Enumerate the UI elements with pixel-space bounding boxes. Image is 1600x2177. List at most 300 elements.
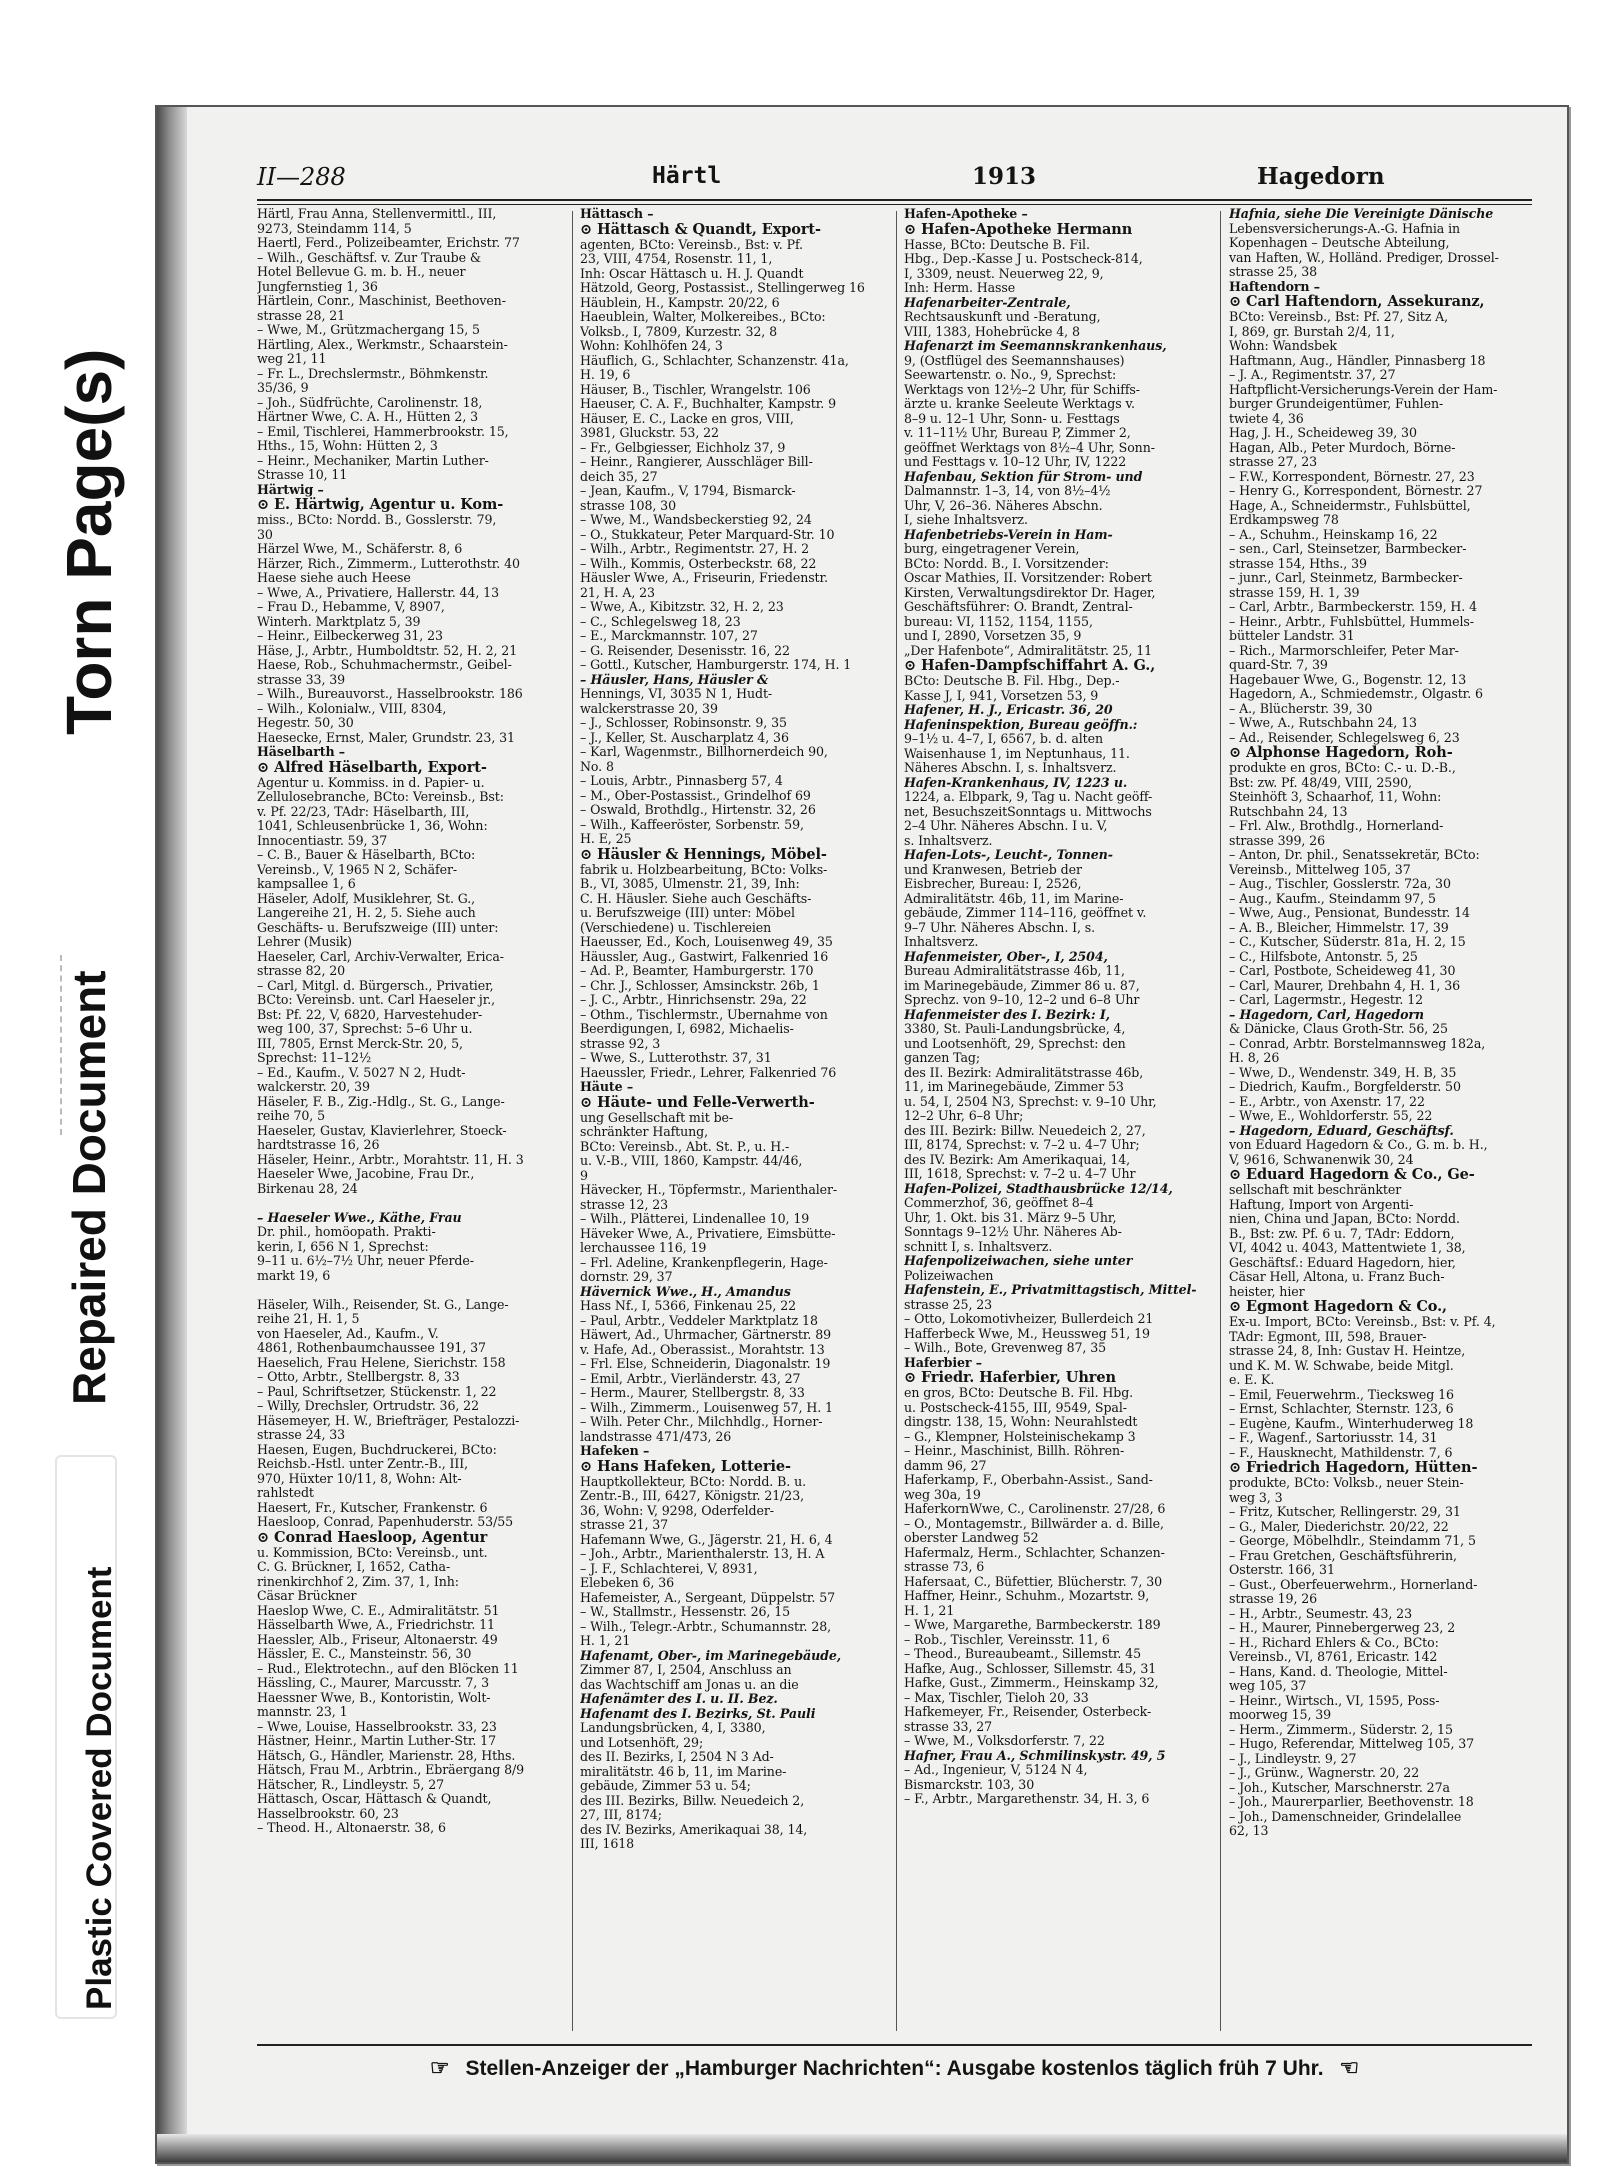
directory-entry-line: Volksb., I, 7809, Kurzestr. 32, 8	[580, 324, 778, 339]
directory-entry-line: – Wilh., Kolonialw., VIII, 8304,	[257, 701, 447, 716]
directory-entry-line: ⊙ Alfred Häselbarth, Export-	[257, 759, 487, 776]
directory-entry-line: – Wilh., Bureauvorst., Hasselbrookstr. 186	[257, 687, 523, 701]
directory-entry-line: – Wwe, M., Wandsbeckerstieg 92, 24	[580, 513, 812, 527]
directory-entry-line: – Hans, Kand. d. Theologie, Mittel-	[1229, 1664, 1448, 1679]
directory-entry-line: ärzte u. kranke Seeleute Werktags v.	[904, 397, 1135, 411]
directory-entry-line: – Wilh., Kommis, Osterbeckstr. 68, 22	[580, 556, 817, 571]
directory-entry-line: – E., Marckmannstr. 107, 27	[580, 629, 758, 643]
directory-entry-line: Hafner, Frau A., Schmilinskystr. 49, 5	[904, 1748, 1166, 1763]
directory-column-1	[257, 207, 557, 2037]
directory-entry-line: Haese, Rob., Schuhmachermstr., Geibel-	[257, 658, 512, 672]
directory-entry-line: produkte, BCto: Volksb., neuer Stein-	[1229, 1476, 1464, 1490]
directory-entry-line: Hafen-Krankenhaus, IV, 1223 u.	[904, 775, 1128, 790]
directory-entry-line: – Carl, Maurer, Drehbahn 4, H. 1, 36	[1229, 978, 1461, 993]
directory-entry-line: walckerstrasse 20, 39	[580, 701, 718, 716]
directory-entry-line: Hafemeister, A., Sergeant, Düppelstr. 57	[580, 1590, 836, 1605]
directory-entry-line: C. H. Häusler. Siehe auch Geschäfts-	[580, 891, 812, 906]
directory-entry-line: – G. Reisender, Desenisstr. 16, 22	[580, 643, 790, 658]
directory-entry-line: – Paul, Arbtr., Veddeler Marktplatz 18	[580, 1313, 818, 1328]
directory-entry-line: strasse 28, 21	[257, 308, 346, 323]
directory-entry-line: Hagebauer Wwe, G., Bogenstr. 12, 13	[1229, 672, 1467, 687]
directory-entry-line: – Oswald, Brothdlg., Hirtenstr. 32, 26	[580, 803, 816, 817]
directory-entry-line: Oscar Mathies, II. Vorsitzender: Robert	[904, 571, 1152, 585]
directory-entry-line: – Heinr., Rangierer, Ausschläger Bill-	[580, 455, 813, 469]
directory-entry-line: Bst: zw. Pf. 48/49, VIII, 2590,	[1229, 775, 1412, 790]
directory-entry-line: Hagan, Alb., Peter Murdoch, Börne-	[1229, 440, 1456, 455]
directory-entry-line: I, 3309, neust. Neuerweg 22, 9,	[904, 266, 1104, 281]
directory-entry-line: reihe 70, 5	[257, 1109, 326, 1123]
directory-entry-line: von Eduard Hagedorn & Co., G. m. b. H.,	[1229, 1138, 1488, 1152]
directory-entry-line: Hättasch, Oscar, Hättasch & Quandt,	[257, 1792, 492, 1806]
directory-entry-line: 62, 13	[1229, 1824, 1269, 1838]
directory-entry-line: – sen., Carl, Steinsetzer, Barmbecker-	[1229, 542, 1467, 556]
directory-entry-line: kerin, I, 656 N 1, Sprechst:	[257, 1239, 429, 1254]
directory-entry-line: Hätsch, Frau M., Arbtrin., Ebräergang 8/9	[257, 1763, 525, 1777]
directory-entry-line: – F., Wagenf., Sartoriusstr. 14, 31	[1229, 1431, 1438, 1445]
directory-entry-line: 27, III, 8174;	[580, 1808, 662, 1822]
directory-entry-line: – Wilh. Peter Chr., Milchhdlg., Horner-	[580, 1415, 823, 1429]
directory-entry-line: – J., Lindleystr. 9, 27	[1229, 1751, 1357, 1766]
directory-entry-line: 12–2 Uhr, 6–8 Uhr;	[904, 1109, 1024, 1123]
directory-entry-line: Geschäftsführer: O. Brandt, Zentral-	[904, 600, 1133, 614]
directory-entry-line: Winterh. Marktplatz 5, 39	[257, 614, 421, 629]
directory-entry-line: Haeseler Wwe, Jacobine, Frau Dr.,	[257, 1167, 475, 1181]
directory-entry-line: Inh: Herm. Hasse	[904, 281, 1016, 295]
directory-entry-line: – Heinr., Wirtsch., VI, 1595, Poss-	[1229, 1693, 1440, 1708]
directory-entry-line: – Aug., Tischler, Gosslerstr. 72a, 30	[1229, 877, 1451, 891]
directory-entry-line: 21, H. A, 23	[580, 585, 655, 600]
directory-entry-line: Uhr, V, 26–36. Näheres Abschn.	[904, 498, 1103, 513]
directory-entry-line: strasse 24, 33	[257, 1428, 346, 1442]
directory-entry-line: BCto: Vereinsb., Abt. St. P., u. H.-	[580, 1139, 790, 1154]
directory-entry-line: und Festtags v. 10–12 Uhr, IV, 1222	[904, 455, 1127, 469]
directory-entry-line: strasse 24, 8, Inh: Gustav H. Heintze,	[1229, 1344, 1466, 1358]
directory-entry-line: nien, China und Japan, BCto: Nordd.	[1229, 1212, 1460, 1226]
directory-entry-line: – Fr. L., Drechslermstr., Böhmkenstr.	[257, 366, 489, 381]
directory-entry-line: 8–9 u. 12–1 Uhr, Sonn- u. Festtags	[904, 411, 1120, 426]
directory-entry-line: ⊙ Alphonse Hagedorn, Roh-	[1229, 745, 1453, 761]
directory-entry-line: – Wwe, Margarethe, Barmbeckerstr. 189	[904, 1618, 1161, 1632]
directory-entry-line: ⊙ Egmont Hagedorn & Co.,	[1229, 1299, 1447, 1315]
directory-entry-line: – junr., Carl, Steinmetz, Barmbecker-	[1229, 571, 1463, 585]
directory-entry-line: – H., Arbtr., Seumestr. 43, 23	[1229, 1606, 1412, 1621]
directory-entry-line: kampsallee 1, 6	[257, 877, 356, 891]
directory-entry-line: – Karl, Wagenmstr., Billhornerdeich 90,	[580, 745, 828, 759]
directory-entry-line: – Wwe, A., Privatiere, Hallerstr. 44, 13	[257, 585, 499, 600]
directory-column-4	[1229, 207, 1529, 2037]
directory-entry-line: H. 19, 6	[580, 368, 631, 382]
directory-entry-line: Häusler Wwe, A., Friseurin, Friedenstr.	[580, 571, 828, 585]
directory-entry-line: – Rud., Elektrotechn., auf den Blöcken 11	[257, 1661, 519, 1676]
directory-entry-line: gebäude, Zimmer 53 u. 54;	[580, 1779, 751, 1793]
directory-entry-line: Bst: Pf. 22, V, 6820, Harvestehuder-	[257, 1007, 483, 1022]
directory-entry-line: – Ernst, Schlachter, Sternstr. 123, 6	[1229, 1402, 1454, 1416]
directory-entry-line: Härzel Wwe, M., Schäferstr. 8, 6	[257, 542, 463, 556]
directory-entry-line: mannstr. 23, 1	[257, 1705, 348, 1719]
directory-entry-line: Geschäfts- u. Berufszweige (III) unter:	[257, 920, 499, 935]
directory-entry-line: Hauptkollekteur, BCto: Nordd. B. u.	[580, 1474, 806, 1489]
directory-entry-line: 9–7 Uhr. Näheres Abschn. I, s.	[904, 920, 1096, 935]
directory-entry-line: v. Pf. 22/23, TAdr: Häselbarth, III,	[257, 804, 470, 819]
directory-entry-line: Rechtsauskunft und -Beratung,	[904, 310, 1101, 324]
directory-entry-line: markt 19, 6	[257, 1268, 331, 1283]
directory-entry-line: strasse 25, 23	[904, 1297, 993, 1312]
directory-columns	[257, 207, 1532, 2047]
directory-entry-line: Haffner, Heinr., Schuhm., Mozartstr. 9,	[904, 1589, 1150, 1603]
directory-entry-line: – Max, Tischler, Tieloh 20, 33	[904, 1690, 1089, 1705]
directory-entry-line: – Carl, Arbtr., Barmbeckerstr. 159, H. 4	[1229, 600, 1477, 614]
directory-entry-line: Landungsbrücken, 4, I, 3380,	[580, 1721, 766, 1735]
directory-entry-line: Kasse J, I, 941, Vorsetzen 53, 9	[904, 688, 1099, 703]
directory-entry-line: Sonntags 9–12½ Uhr. Näheres Ab-	[904, 1225, 1122, 1239]
directory-entry-line: 9–1½ u. 4–7, I, 6567, b. d. alten	[904, 732, 1104, 746]
directory-entry-line: – Joh., Damenschneider, Grindelallee	[1229, 1809, 1462, 1824]
directory-entry-line: I, siehe Inhaltsverz.	[904, 513, 1028, 527]
directory-entry-line: – Herm., Zimmerm., Süderstr. 2, 15	[1229, 1722, 1453, 1737]
directory-entry-line: Sprechz. von 9–10, 12–2 und 6–8 Uhr	[904, 993, 1140, 1007]
directory-entry-line: – J., Grünw., Wagnerstr. 20, 22	[1229, 1766, 1420, 1780]
directory-entry-line: Uhr, 1. Okt. bis 31. März 9–5 Uhr,	[904, 1210, 1117, 1225]
directory-entry-line: – Wwe, A., Rutschbahn 24, 13	[1229, 716, 1417, 730]
directory-entry-line: Hafenämter des I. u. II. Bez.	[580, 1692, 778, 1706]
directory-entry-line: Elebeken 6, 36	[580, 1576, 675, 1590]
directory-entry-line: Inh: Oscar Hättasch u. H. J. Quandt	[580, 266, 804, 281]
directory-entry-line: – Ed., Kaufm., V. 5027 N 2, Hudt-	[257, 1065, 466, 1080]
directory-entry-line: Häseler, Adolf, Musiklehrer, St. G.,	[257, 891, 476, 906]
directory-entry-line: – Conrad, Arbtr. Borstelmannsweg 182a,	[1229, 1036, 1486, 1051]
directory-entry-line: ⊙ Hans Hafeken, Lotterie-	[580, 1458, 791, 1475]
page-header	[257, 155, 1537, 195]
directory-entry-line: Häseler, Wilh., Reisender, St. G., Lange-	[257, 1297, 509, 1312]
directory-entry-line: u. Berufszweige (III) unter: Möbel	[580, 906, 795, 920]
directory-entry-line: – H., Richard Ehlers & Co., BCto:	[1229, 1635, 1439, 1650]
directory-entry-line: quard-Str. 7, 39	[1229, 658, 1328, 672]
directory-entry-line: und Kranwesen, Betrieb der	[904, 862, 1082, 877]
directory-entry-line: Hafenstein, E., Privatmittagstisch, Mittel-	[904, 1283, 1197, 1297]
directory-entry-line: H. 1, 21	[904, 1603, 955, 1618]
directory-entry-line: geöffnet Werktags von 8½–4 Uhr, Sonn-	[904, 440, 1155, 455]
directory-entry-line: – G., Klempner, Holsteinischekamp 3	[904, 1429, 1136, 1444]
directory-entry-line: 9–11 u. 6½–7½ Uhr, neuer Pferde-	[257, 1254, 474, 1268]
directory-entry-line: Hafen-Lots-, Leucht-, Tonnen-	[904, 848, 1113, 862]
directory-entry-line: – Rich., Marmorschleifer, Peter Mar-	[1229, 643, 1459, 658]
directory-entry-line: Hafener, H. J., Ericastr. 36, 20	[904, 703, 1113, 717]
directory-entry-line: – C., Kutscher, Süderstr. 81a, H. 2, 15	[1229, 935, 1466, 949]
directory-entry-line: ⊙ Häusler & Hennings, Möbel-	[580, 846, 827, 863]
directory-entry-line: damm 96, 27	[904, 1458, 987, 1473]
directory-entry-line: u. Kommission, BCto: Vereinsb., unt.	[257, 1545, 488, 1560]
directory-entry-line: Kopenhagen – Deutsche Abteilung,	[1229, 236, 1450, 250]
directory-entry-line: Hättasch –	[580, 207, 654, 221]
directory-entry-line: das Wachtschiff am Jonas u. an die	[580, 1677, 799, 1692]
directory-entry-line: Häussler, Aug., Gastwirt, Falkenried 16	[580, 949, 829, 964]
directory-entry-line: Hafferbeck Wwe, M., Heussweg 51, 19	[904, 1326, 1150, 1341]
directory-entry-line: Hävecker, H., Töpfermstr., Marienthaler-	[580, 1183, 838, 1197]
directory-entry-line: 2–4 Uhr. Näheres Abschn. I u. V,	[904, 819, 1108, 833]
directory-entry-line: strasse 12, 23	[580, 1197, 669, 1212]
column-divider	[1220, 211, 1221, 2031]
directory-entry-line: Hafeninspektion, Bureau geöffn.:	[904, 717, 1138, 732]
directory-entry-line: Vereinsb., VI, 8761, Ericastr. 142	[1229, 1650, 1438, 1664]
directory-entry-line: ⊙ Hättasch & Quandt, Export-	[580, 221, 821, 238]
directory-entry-line: Hätsch, G., Händler, Marienstr. 28, Hths.	[257, 1748, 516, 1763]
directory-entry-line: – F.W., Korrespondent, Börnestr. 27, 23	[1229, 469, 1475, 484]
directory-entry-line: – Fritz, Kutscher, Rellingerstr. 29, 31	[1229, 1505, 1461, 1519]
directory-entry-line: Häseler, Heinr., Arbtr., Morahtstr. 11, H. 3	[257, 1152, 524, 1167]
directory-entry-line: Zellulosebranche, BCto: Vereinsb., Bst:	[257, 790, 504, 804]
directory-entry-line: Hätzold, Georg, Postassist., Stellingerweg 16	[580, 281, 865, 295]
directory-entry-line: – Häusler, Hans, Häusler &	[580, 672, 769, 687]
directory-entry-line: – Wilh., Arbtr., Regimentstr. 27, H. 2	[580, 542, 810, 556]
directory-entry-line: Hässler, E. C., Mansteinstr. 56, 30	[257, 1647, 472, 1661]
directory-entry-line: Zentr.-B., III, 6427, Königstr. 21/23,	[580, 1489, 805, 1503]
directory-entry-line: – J. F., Schlachterei, V, 8931,	[580, 1561, 758, 1576]
directory-entry-line: Haftung, Import von Argenti-	[1229, 1197, 1414, 1212]
directory-entry-line: Wohn: Wandsbek	[1229, 339, 1337, 353]
directory-entry-line: HaferkornWwe, C., Carolinenstr. 27/28, 6	[904, 1502, 1166, 1516]
directory-entry-line: – H., Maurer, Pinnebergerweg 23, 2	[1229, 1621, 1456, 1635]
directory-entry-line: – Willy, Drechsler, Ortrudstr. 36, 22	[257, 1399, 479, 1413]
directory-entry-line: Haeuser, C. A. F., Buchhalter, Kampstr. 9	[580, 397, 837, 411]
directory-entry-line: – Carl, Postbote, Scheideweg 41, 30	[1229, 964, 1456, 978]
directory-entry-line: Kirsten, Verwaltungsdirektor Dr. Hager,	[904, 585, 1156, 600]
directory-entry-line: Hafkemeyer, Fr., Reisender, Osterbeck-	[904, 1705, 1152, 1719]
directory-entry-line: produkte en gros, BCto: C.- u. D.-B.,	[1229, 761, 1456, 775]
directory-entry-line: C. G. Brückner, I, 1652, Catha-	[257, 1560, 451, 1574]
directory-entry-line: Härtling, Alex., Werkmstr., Schaarstein-	[257, 337, 508, 352]
directory-entry-line: Häuflich, G., Schlachter, Schanzenstr. 41a,	[580, 353, 849, 368]
scanned-page	[155, 105, 1569, 2164]
directory-entry-line: und Lotsenhöft, 29;	[580, 1735, 704, 1750]
directory-entry-line: strasse 33, 39	[257, 672, 346, 687]
directory-entry-line: ⊙ Friedr. Haferbier, Uhren	[904, 1370, 1116, 1386]
directory-entry-line: – Wwe, S., Lutterothstr. 37, 31	[580, 1051, 772, 1065]
directory-entry-line: – Frl. Adeline, Krankenpflegerin, Hage-	[580, 1255, 828, 1270]
directory-entry-line: VI, 4042 u. 4043, Mattentwiete 1, 38,	[1229, 1241, 1466, 1255]
directory-entry-line: weg 30a, 19	[904, 1487, 981, 1502]
directory-entry-line: Vereinsb., Mittelweg 105, 37	[1229, 862, 1411, 877]
directory-entry-line: strasse 154, Hths., 39	[1229, 556, 1367, 571]
directory-entry-line: – Otto, Arbtr., Stellbergstr. 8, 33	[257, 1370, 460, 1384]
page-bottom-edge	[157, 2134, 1567, 2162]
directory-entry-line: Haessner Wwe, B., Kontoristin, Wolt-	[257, 1690, 491, 1705]
directory-entry-line: Geschäftsf.: Eduard Hagedorn, hier,	[1229, 1255, 1456, 1270]
directory-entry-line: – C., Schlegelsweg 18, 23	[580, 614, 741, 629]
directory-entry-line: – Othm., Tischlermstr., Übernahme von	[580, 1007, 828, 1022]
directory-entry-line: Osterstr. 166, 31	[1229, 1563, 1335, 1577]
directory-entry-line: Häwert, Ad., Uhrmacher, Gärtnerstr. 89	[580, 1328, 832, 1342]
directory-entry-line: Hafenarzt im Seemannskrankenhaus,	[904, 339, 1167, 353]
directory-entry-line: – Wwe, D., Wendenstr. 349, H. B, 35	[1229, 1065, 1457, 1080]
directory-entry-line: ⊙ Häute- und Felle-Verwerth-	[580, 1094, 815, 1111]
directory-entry-line: Seewartenstr. o. No., 9, Sprechst:	[904, 368, 1117, 382]
directory-entry-line: Haeusser, Ed., Koch, Louisenweg 49, 35	[580, 935, 833, 949]
directory-entry-line: – Frl. Else, Schneiderin, Diagonalstr. 19	[580, 1357, 831, 1371]
directory-entry-line: Härtl, Frau Anna, Stellenvermittl., III,	[257, 207, 497, 221]
directory-entry-line: – A. B., Bleicher, Himmelstr. 17, 39	[1229, 920, 1449, 935]
directory-entry-line: Hbg., Dep.-Kasse J u. Postscheck-814,	[904, 252, 1143, 266]
directory-entry-line: Hafenmeister des I. Bezirk: I,	[904, 1007, 1110, 1022]
directory-entry-line: weg 21, 11	[257, 352, 327, 366]
directory-entry-line: Hasselbrookstr. 60, 23	[257, 1806, 399, 1821]
directory-entry-line: Haeselich, Frau Helene, Sierichstr. 158	[257, 1355, 506, 1370]
directory-entry-line: von Haeseler, Ad., Kaufm., V.	[257, 1326, 439, 1341]
directory-entry-line: Hagedorn, A., Schmiedemstr., Olgastr. 6	[1229, 687, 1483, 701]
directory-column-3	[904, 207, 1204, 2037]
directory-entry-line: „Der Hafenbote“, Admiralitätstr. 25, 11	[904, 643, 1153, 658]
directory-entry-line: Häsemeyer, H. W., Briefträger, Pestalozzi-	[257, 1413, 520, 1428]
directory-entry-line: reihe 21, H. 1, 5	[257, 1312, 360, 1326]
directory-column-2	[580, 207, 880, 2037]
directory-entry-line: Haesecke, Ernst, Maler, Grundstr. 23, 31	[257, 730, 515, 745]
directory-entry-line: Hässling, C., Maurer, Marcusstr. 7, 3	[257, 1676, 490, 1690]
directory-entry-line: H. 1, 21	[580, 1634, 631, 1648]
directory-entry-line: Härzer, Rich., Zimmerm., Lutterothstr. 40	[257, 556, 520, 571]
directory-entry-line: BCto: Nordd. B., I. Vorsitzender:	[904, 556, 1109, 571]
directory-entry-line: weg 105, 37	[1229, 1679, 1307, 1693]
directory-entry-line: – Ad. P., Beamter, Hamburgerstr. 170	[580, 964, 814, 978]
directory-entry-line: – Joh., Südfrüchte, Carolinenstr. 18,	[257, 395, 483, 410]
directory-entry-line: III, 1618	[580, 1837, 635, 1851]
directory-entry-line: – Heinr., Eilbeckerweg 31, 23	[257, 629, 443, 643]
directory-entry-line: – F., Hausknecht, Mathildenstr. 7, 6	[1229, 1445, 1453, 1460]
directory-entry-line: – Heinr., Maschinist, Billh. Röhren-	[904, 1444, 1125, 1458]
directory-entry-line: Haeseler, Carl, Archiv-Verwalter, Erica-	[257, 949, 504, 964]
directory-entry-line: – Ad., Ingenieur, V, 5124 N 4,	[904, 1763, 1088, 1777]
page-number: II—288	[257, 163, 346, 191]
directory-entry-line: – J. C., Arbtr., Hinrichsenstr. 29a, 22	[580, 993, 807, 1007]
directory-entry-line: Hage, A., Schneidermstr., Fuhlsbüttel,	[1229, 498, 1471, 513]
directory-entry-line: – Henry G., Korrespondent, Börnestr. 27	[1229, 484, 1483, 498]
directory-entry-line: ⊙ Hafen-Dampfschiffahrt A. G.,	[904, 658, 1156, 674]
column-divider	[572, 211, 573, 2031]
footer-text: Stellen-Anzeiger der „Hamburger Nachrichten“: Ausgabe kostenlos täglich früh 7 Uhr.	[465, 2057, 1324, 2080]
directory-entry-line: Hafenbetriebs-Verein in Ham-	[904, 527, 1113, 542]
directory-entry-line: Hafenmeister, Ober-, I, 2504,	[904, 949, 1108, 964]
directory-entry-line: Hag, J. H., Scheideweg 39, 30	[1229, 426, 1417, 440]
directory-entry-line: 35/36, 9	[257, 381, 309, 395]
directory-entry-line: Wohn: Kohlhöfen 24, 3	[580, 339, 723, 353]
directory-entry-line: – Heinr., Mechaniker, Martin Luther-	[257, 453, 489, 468]
directory-entry-line: Rutschbahn 24, 13	[1229, 804, 1348, 819]
directory-entry-line: – Louis, Arbtr., Pinnasberg 57, 4	[580, 774, 783, 788]
directory-entry-line: Agentur u. Kommiss. in d. Papier- u.	[257, 775, 485, 790]
directory-entry-line: Haesen, Eugen, Buchdruckerei, BCto:	[257, 1442, 497, 1457]
directory-entry-line: bütteler Landstr. 31	[1229, 629, 1355, 643]
plastic-covered-label: Plastic Covered Document	[80, 1566, 119, 2010]
directory-entry-line: Hässelbarth Wwe, A., Friedrichstr. 11	[257, 1618, 495, 1632]
directory-entry-line: miss., BCto: Nordd. B., Gosslerstr. 79,	[257, 513, 497, 527]
directory-entry-line: Beerdigungen, I, 6982, Michaelis-	[580, 1022, 794, 1036]
directory-entry-line: strasse 159, H. 1, 39	[1229, 585, 1360, 600]
directory-entry-line: u. 54, I, 2504 N3, Sprechst: v. 9–10 Uhr,	[904, 1094, 1157, 1109]
directory-entry-line: van Haften, W., Holländ. Prediger, Drossel-	[1229, 250, 1499, 265]
directory-entry-line: – Fr., Gelbgiesser, Eichholz 37, 9	[580, 440, 786, 455]
directory-entry-line: deich 35, 27	[580, 469, 658, 484]
pointing-hand-icon: ☞	[429, 2055, 450, 2080]
directory-entry-line: e. E. K.	[1229, 1373, 1275, 1387]
directory-entry-line: miralitätstr. 46 b, 11, im Marine-	[580, 1764, 787, 1779]
directory-entry-line: – Wwe, Louise, Hasselbrookstr. 33, 23	[257, 1719, 497, 1734]
directory-entry-line: ⊙ Hafen-Apotheke Hermann	[904, 221, 1133, 238]
directory-entry-line: – Paul, Schriftsetzer, Stückenstr. 1, 22	[257, 1384, 497, 1399]
directory-entry-line: heister, hier	[1229, 1284, 1305, 1299]
directory-entry-line: – Carl, Lagermstr., Hegestr. 12	[1229, 993, 1424, 1007]
directory-entry-line: ganzen Tag;	[904, 1051, 981, 1065]
directory-entry-line: lerchaussee 116, 19	[580, 1241, 707, 1255]
directory-entry-line: 36, Wohn: V, 9298, Oderfelder-	[580, 1503, 774, 1518]
directory-entry-line: & Dänicke, Claus Groth-Str. 56, 25	[1229, 1022, 1448, 1036]
directory-entry-line: strasse 21, 37	[580, 1518, 669, 1532]
header-first-entry: Härtl	[652, 163, 722, 189]
directory-entry-line: ung Gesellschaft mit be-	[580, 1110, 734, 1125]
directory-entry-line: – Wwe, E., Wohldorferstr. 55, 22	[1229, 1109, 1433, 1123]
directory-entry-line: Waisenhause 1, im Neptunhaus, 11.	[904, 746, 1130, 761]
directory-entry-line: en gros, BCto: Deutsche B. Fil. Hbg.	[904, 1386, 1134, 1400]
directory-entry-line: 23, VIII, 4754, Rosenstr. 11, 1,	[580, 252, 773, 266]
directory-entry-line: Härtlein, Conr., Maschinist, Beethoven-	[257, 294, 506, 308]
directory-entry-line: Strasse 10, 11	[257, 468, 348, 482]
directory-entry-line: BCto: Vereinsb., Bst: Pf. 27, Sitz A,	[1229, 310, 1449, 324]
directory-entry-line: – Joh., Arbtr., Marienthalerstr. 13, H. A	[580, 1547, 825, 1561]
directory-entry-line: – Wilh., Geschäftsf. v. Zur Traube &	[257, 250, 481, 265]
directory-entry-line: Ex-u. Import, BCto: Vereinsb., Bst: v. Pf. 4,	[1229, 1315, 1496, 1329]
directory-entry-line: Haessler, Alb., Friseur, Altonaerstr. 49	[257, 1632, 498, 1647]
directory-entry-line: BCto: Vereinsb. unt. Carl Haeseler jr.,	[257, 993, 496, 1007]
directory-entry-line: Lebensversicherungs-A.-G. Hafnia in	[1229, 221, 1461, 236]
directory-entry-line: Vereinsb., V, 1965 N 2, Schäfer-	[257, 862, 458, 877]
directory-entry-line: strasse 25, 38	[1229, 265, 1318, 279]
directory-entry-line: – Wwe, M., Grützmachergang 15, 5	[257, 323, 480, 337]
directory-entry-line: agenten, BCto: Vereinsb., Bst: v. Pf.	[580, 237, 803, 252]
directory-entry-line: Polizeiwachen	[904, 1268, 994, 1283]
directory-entry-line: – Wwe, A., Kibitzstr. 32, H. 2, 23	[580, 600, 784, 614]
directory-entry-line: – J., Schlosser, Robinsonstr. 9, 35	[580, 716, 787, 730]
directory-entry-line: – Wilh., Bote, Grevenweg 87, 35	[904, 1341, 1107, 1355]
directory-entry-line: Commerzhof, 36, geöffnet 8–4	[904, 1196, 1094, 1210]
directory-entry-line: im Marinegebäude, Zimmer 86 u. 87,	[904, 978, 1140, 993]
directory-entry-line: ⊙ Friedrich Hagedorn, Hütten-	[1229, 1460, 1478, 1476]
directory-entry-line: Haesloop, Conrad, Papenhuderstr. 53/55	[257, 1515, 514, 1529]
directory-entry-line: TAdr: Egmont, III, 598, Brauer-	[1229, 1329, 1427, 1344]
directory-entry-line: – Wilh., Kaffeeröster, Sorbenstr. 59,	[580, 817, 804, 832]
directory-entry-line: – Eugène, Kaufm., Winterhuderweg 18	[1229, 1416, 1474, 1431]
directory-entry-line: walckerstr. 20, 39	[257, 1080, 370, 1094]
directory-entry-line: Hafenamt, Ober-, im Marinegebäude,	[580, 1648, 842, 1663]
directory-entry-line: Innocentiastr. 59, 37	[257, 833, 388, 848]
directory-entry-line: ⊙ Eduard Hagedorn & Co., Ge-	[1229, 1167, 1475, 1183]
directory-entry-line: strasse 82, 20	[257, 964, 346, 978]
directory-entry-line: rahlstedt	[257, 1486, 314, 1500]
directory-entry-line: – Otto, Lokomotivheizer, Bullerdeich 21	[904, 1312, 1154, 1326]
directory-entry-line: Inhaltsverz.	[904, 935, 979, 949]
directory-entry-line: strasse 73, 6	[904, 1560, 985, 1574]
directory-entry-line: (Verschiedene) u. Tischlereien	[580, 920, 772, 935]
directory-entry-line: dornstr. 29, 37	[580, 1270, 673, 1284]
directory-entry-line: Haertl, Ferd., Polizeibeamter, Erichstr. 77	[257, 236, 520, 250]
directory-entry-line: Hästner, Heinr., Martin Luther-Str. 17	[257, 1734, 496, 1748]
directory-entry-line: – Hagedorn, Carl, Hagedorn	[1229, 1007, 1424, 1022]
directory-entry-line: twiete 4, 36	[1229, 411, 1304, 426]
directory-entry-line: – Wilh., Telegr.-Arbtr., Schumannstr. 28,	[580, 1619, 832, 1634]
directory-entry-line: – A., Blücherstr. 39, 30	[1229, 701, 1373, 716]
directory-entry-line	[257, 1283, 557, 1298]
directory-entry-line: Cäsar Hell, Altona, u. Franz Buch-	[1229, 1270, 1445, 1284]
directory-entry-line: H. E, 25	[580, 832, 632, 846]
directory-entry-line: Dr. phil., homöopath. Prakti-	[257, 1225, 436, 1239]
directory-entry-line: weg 100, 37, Sprechst: 5–6 Uhr u.	[257, 1022, 473, 1036]
directory-entry-line: V, 9616, Schwanenwik 30, 24	[1229, 1152, 1414, 1167]
